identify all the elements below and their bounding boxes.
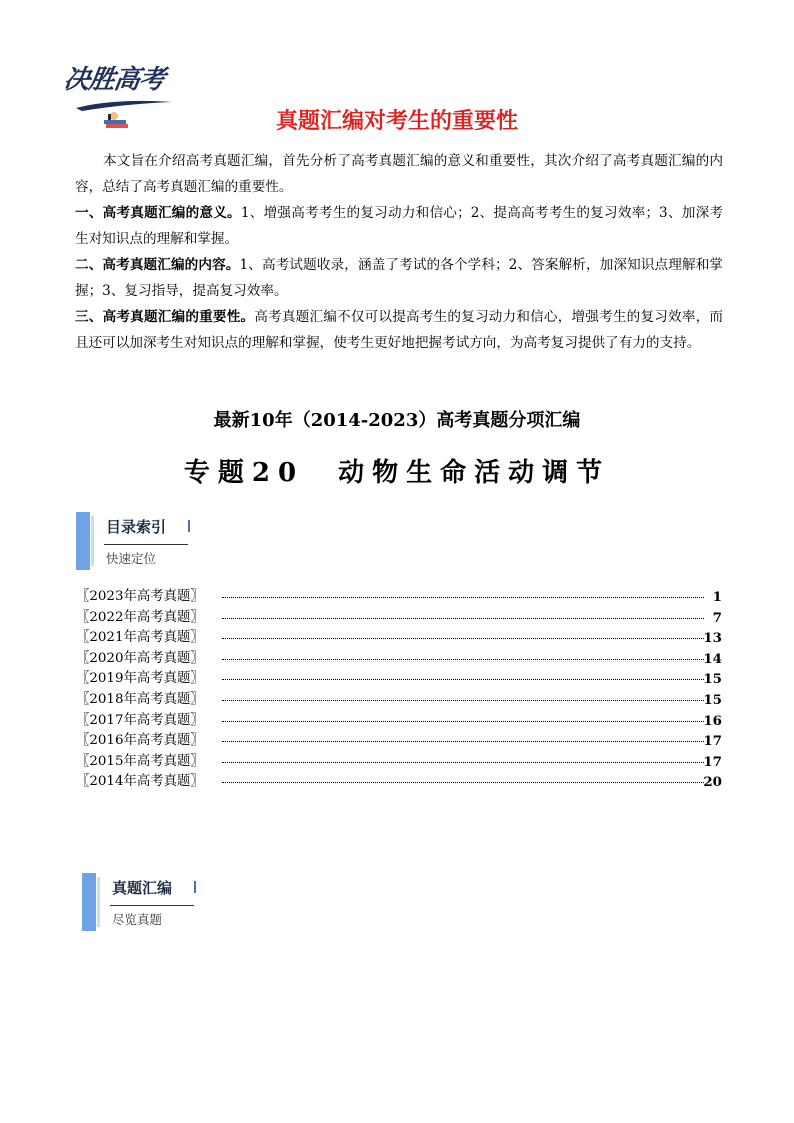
section-bar-shadow	[91, 516, 94, 566]
section-underline	[104, 544, 188, 545]
toc-entry-page[interactable]: 1	[712, 589, 722, 605]
questions-section-sub: 尽览真题	[112, 912, 163, 927]
toc-section-header	[76, 512, 196, 570]
toc-section-label: 目录索引	[106, 518, 167, 536]
toc-leader-dots	[222, 679, 704, 680]
meaning-heading: 一、高考真题汇编的意义。	[75, 205, 241, 221]
section-bar-shadow	[97, 877, 100, 927]
questions-section-header	[82, 873, 202, 931]
toc-leader-dots	[222, 762, 704, 763]
content-text: 1、高考试题收录，涵盖了考试的各个学科；2、答案解析，加深知识点理解和掌握；3、复习指导，提高复习效率。	[75, 257, 723, 299]
toc-entry-title[interactable]: 〖2017年高考真题〗	[76, 711, 204, 732]
toc-entry-title[interactable]: 〖2016年高考真题〗	[76, 731, 204, 752]
topic-title: 专题20 动物生命活动调节	[183, 458, 611, 488]
toc-entry-page[interactable]: 15	[703, 691, 722, 708]
cursor-mark-icon	[188, 520, 190, 532]
toc-entry-page[interactable]: 17	[703, 733, 722, 750]
content-heading: 二、高考真题汇编的内容。	[75, 257, 240, 273]
page-title: 真题汇编对考生的重要性	[275, 109, 518, 134]
section-underline	[110, 905, 194, 906]
toc-entry-title[interactable]: 〖2021年高考真题〗	[76, 628, 204, 649]
section-bar	[76, 512, 90, 570]
toc-entry[interactable]	[76, 752, 722, 773]
toc-entry[interactable]	[76, 772, 722, 793]
toc-entry-title[interactable]: 〖2023年高考真题〗	[76, 587, 204, 608]
intro-section	[75, 148, 723, 356]
toc-entry-title[interactable]: 〖2015年高考真题〗	[76, 752, 204, 773]
toc-leader-dots	[222, 741, 704, 742]
toc-leader-dots	[222, 597, 704, 598]
toc-entry[interactable]	[76, 628, 722, 649]
toc-leader-dots	[222, 782, 704, 783]
meaning-paragraph	[75, 200, 723, 252]
toc-entry[interactable]	[76, 669, 722, 690]
toc-entry[interactable]	[76, 690, 722, 711]
toc-entry[interactable]	[76, 731, 722, 752]
toc-leader-dots	[222, 618, 704, 619]
toc-entry-page[interactable]: 15	[703, 671, 722, 688]
toc-entry-page[interactable]: 20	[703, 774, 722, 791]
toc-entry-page[interactable]: 14	[703, 650, 722, 667]
toc-entry-title[interactable]: 〖2018年高考真题〗	[76, 690, 204, 711]
questions-section-label: 真题汇编	[112, 879, 173, 897]
section-bar	[82, 873, 96, 931]
toc-entry-page[interactable]: 17	[703, 753, 722, 770]
toc-leader-dots	[222, 700, 704, 701]
toc-leader-dots	[222, 721, 704, 722]
toc-entry[interactable]	[76, 649, 722, 670]
content-paragraph	[75, 252, 723, 304]
logo-text: 决胜高考	[61, 65, 167, 95]
toc-entry-title[interactable]: 〖2019年高考真题〗	[76, 669, 204, 690]
toc-entry-page[interactable]: 16	[703, 712, 722, 729]
collection-subtitle: 最新10年（2014-2023）高考真题分项汇编	[213, 410, 581, 431]
toc-entry-page[interactable]: 13	[703, 630, 722, 647]
cursor-mark-icon	[194, 881, 196, 893]
intro-paragraph: 本文旨在介绍高考真题汇编，首先分析了高考真题汇编的意义和重要性，其次介绍了高考真题汇编的内容，总结了高考真题汇编的重要性。	[75, 153, 723, 195]
toc-entry[interactable]	[76, 711, 722, 732]
toc-entry-title[interactable]: 〖2022年高考真题〗	[76, 608, 204, 629]
toc-leader-dots	[222, 659, 704, 660]
toc-leader-dots	[222, 638, 704, 639]
toc-entry[interactable]	[76, 608, 722, 629]
meaning-text: 1、增强高考考生的复习动力和信心；2、提高高考考生的复习效率；3、加深考生对知识点的理解和掌握。	[75, 205, 724, 247]
toc-entry-title[interactable]: 〖2014年高考真题〗	[76, 772, 204, 793]
importance-paragraph	[75, 304, 723, 356]
toc-entry[interactable]	[76, 587, 722, 608]
toc-section-sub: 快速定位	[106, 551, 157, 566]
importance-heading: 三、高考真题汇编的重要性。	[75, 309, 255, 325]
table-of-contents	[76, 587, 722, 793]
importance-text: 高考真题汇编不仅可以提高考生的复习动力和信心，增强考生的复习效率，而且还可以加深考生对知识点的理解和掌握，使考生更好地把握考试方向，为高考复习提供了有力的支持。	[75, 309, 724, 351]
toc-entry-page[interactable]: 7	[712, 609, 722, 626]
toc-entry-title[interactable]: 〖2020年高考真题〗	[76, 649, 204, 670]
